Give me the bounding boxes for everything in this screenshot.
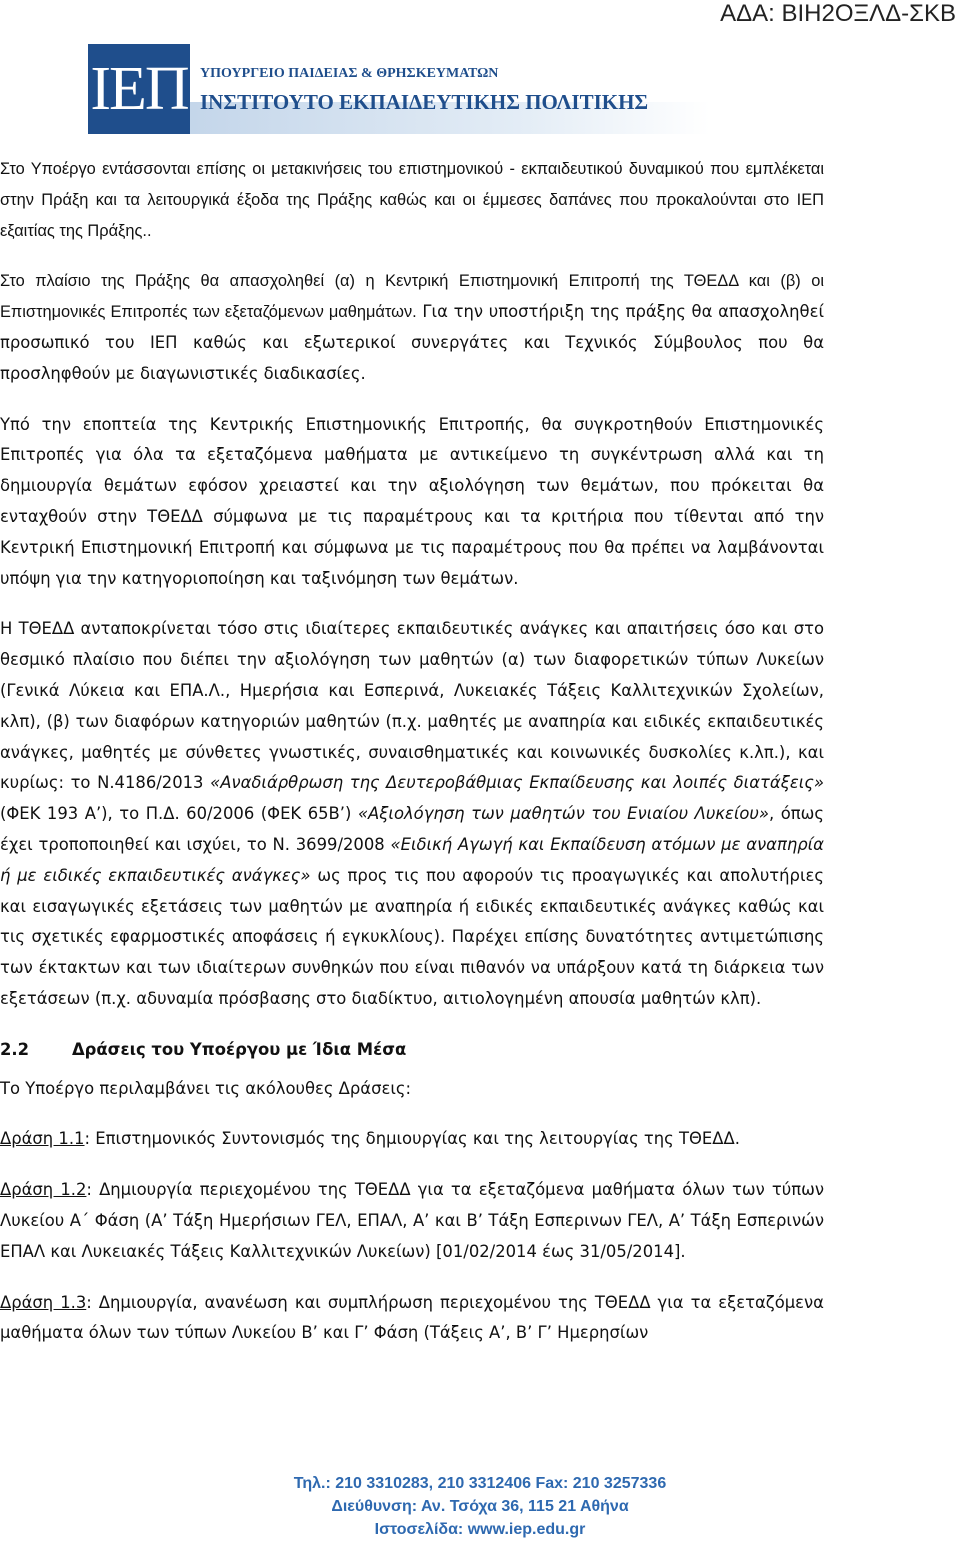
action-item [0,1175,824,1267]
decree-title-60: «Αξιολόγηση των μαθητών του Ενιαίου Λυκείου» [357,804,770,824]
action-text: : Δημιουργία, ανανέωση και συμπλήρωση περιεχομένου της ΤΘΕΔΔ για τα εξεταζόμενα μαθήματα όλων των τύπων Λυκείου Β’ και Γ’ Φάση (Τάξεις Α’, Β’ Γ’ Ημερησίων [0,1292,824,1343]
section-heading [0,1035,824,1066]
action-label: Δράση 1.1 [0,1129,85,1149]
paragraph-subproject-costs: Στο Υποέργο εντάσσονται επίσης οι μετακινήσεις του επιστημονικού - εκπαιδευτικού δυναμικού που εμπλέκεται στην Πράξη και τα λειτουργικά έξοδα της Πράξης καθώς και οι έμμεσες δαπάνες που προκαλούνται στο ΙΕΠ εξαιτίας της Πράξης.. [0,160,824,240]
staffing-text: Για την υποστήριξη της πράξης θα απασχοληθεί προσωπικό του ΙΕΠ καθώς και εξωτερικοί συνεργάτες και Τεχνικός Σύμβουλος που θα προσληφθούν με διαγωνιστικές διαδικασίες. [0,302,824,383]
paragraph-scientific-committees: Υπό την εποπτεία της Κεντρικής Επιστημονικής Επιτροπής, θα συγκροτηθούν Επιστημονικές Επιτροπές για όλα τα εξεταζόμενα μαθήματα με αντικείμενο τη συγκέντρωση αλλά και τη δημιουργία θεμάτων εφόσον χρειαστεί και την αξιολόγηση των θεμάτων, που πρόκειται θα ενταχθούν στην ΤΘΕΔΔ σύμφωνα με τις παραμέτρους και τα κριτήρια που τίθενται από την Κεντρική Επιστημονική Επιτροπή και σύμφωνα με τις παραμέτρους που θα πρέπει να λαμβάνονται υπόψη για την κατηγοριοποίηση και ταξινόμηση των θεμάτων. [0,414,824,588]
action-item [0,1288,824,1350]
footer-address: Διεύθυνση: Αν. Τσόχα 36, 115 21 Αθήνα [331,1498,629,1515]
footer-contact [0,1472,960,1557]
action-text: : Δημιουργία περιεχομένου της ΤΘΕΔΔ για τα εξεταζόμενα μαθήματα όλων των τύπων Λυκείου Α΄ Φάση (Α’ Τάξη Ημερήσιων ΓΕΛ, ΕΠΑΛ, Α’ και Β’ Τάξη Εσπερινων ΓΕΛ, Α’ Τάξη Εσπερινών ΕΠΑΛ και Λυκειακές Τάξεις Καλλιτεχνικών Λυκείων) [01/02/2014 έως 31/05/2014]. [0,1180,824,1261]
footer-phones: Τηλ.: 210 3310283, 210 3312406 Fax: 210 3257336 [293,1475,667,1492]
action-text: : Επιστημονικός Συντονισμός της δημιουργίας και της λειτουργίας της ΤΘΕΔΔ. [84,1129,740,1149]
footer-website: Ιστοσελίδα: www.iep.edu.gr [374,1521,586,1538]
paragraph-committees-staffing [0,266,824,389]
letterhead [88,44,728,136]
framework-text-1: Η ΤΘΕΔΔ ανταποκρίνεται τόσο στις ιδιαίτερες εκπαιδευτικές ανάγκες και απαιτήσεις όσο και στο θεσμικό πλαίσιο που διέπει την αξιολόγηση των μαθητών (α) των διαφορετικών τύπων Λυκείων (Γενικά Λύκεια και ΕΠΑ.Λ., Ημερήσια και Εσπερινά, Λυκειακές Τάξεις Καλλιτεχνικών Σχολείων, κλπ), (β) των διαφόρων κατηγοριών μαθητών (π.χ. μαθητές με αναπηρία και ειδικές εκπαιδευτικές ανάγκες, μαθητές με σύνθετες γνωστικές, συναισθηματικές και κοινωνικές δυσκολίες κ.λπ.), και κυρίως: το Ν.4186/2013 [0,619,824,793]
document-body [0,154,824,1349]
section-intro: Το Υποέργο περιλαμβάνει τις ακόλουθες Δράσεις: [0,1078,412,1098]
institute-name: ΙΝΣΤΙΤΟΥΤΟ ΕΚΠΑΙΔΕΥΤΙΚΗΣ ΠΟΛΙΤΙΚΗΣ [200,90,649,114]
law-title-3699: «Ειδική Αγωγή και Εκπαίδευση ατόμων με αναπηρία ή με ειδικές εκπαιδευτικές ανάγκες» [0,834,824,885]
action-item [0,1124,824,1155]
framework-text-4: ως προς τις που αφορούν τις προαγωγικές και απολυτήριες και εισαγωγικές εξετάσεις των μαθητών με αναπηρία ή ειδικές εκπαιδευτικές ανάγκες καθώς και τις σχετικές εφαρμοστικές αποφάσεις ή εγκυκλίους). Παρέχει επίσης δυνατότητες αντιμετώπισης των έκτακτων και των ιδιαίτερων συνθηκών που είναι πιθανόν να υπάρξουν κατά τη διάρκεια των εξετάσεων (π.χ. αδυναμία πρόσβασης στο διαδίκτυο, αιτιολογημένη απουσία μαθητών κλπ). [0,865,824,1008]
framework-text-2: (ΦΕΚ 193 Α’), το Π.Δ. 60/2006 (ΦΕΚ 65Β’) [0,804,358,824]
logo-letters: ΙΕΠ [90,55,188,123]
section-title: Δράσεις του Υποέργου με Ίδια Μέσα [72,1039,407,1059]
action-label: Δράση 1.2 [0,1180,87,1200]
framework-text-3: , όπως έχει τροποποιηθεί και ισχύει, το Ν. 3699/2008 [0,804,824,854]
iep-logo [88,44,190,134]
ada-code: ΑΔΑ: ΒΙΗ2ΟΞΛΔ-ΣΚΒ [720,0,956,27]
paragraph-tthedd-framework [0,614,824,1014]
law-title-4186: «Αναδιάρθρωση της Δευτεροβάθμιας Εκπαίδευσης και λοιπές διατάξεις» [210,773,824,793]
ministry-name: ΥΠΟΥΡΓΕΙΟ ΠΑΙΔΕΙΑΣ & ΘΡΗΣΚΕΥΜΑΤΩΝ [200,66,499,81]
committees-text: Στο πλαίσιο της Πράξης θα απασχοληθεί (α) η Κεντρική Επιστημονική Επιτροπή της ΤΘΕΔΔ και (β) οι Επιστημονικές Επιτροπές των εξεταζόμενων μαθημάτων. [0,272,824,322]
action-label: Δράση 1.3 [0,1292,87,1312]
section-number: 2.2 [0,1039,30,1059]
